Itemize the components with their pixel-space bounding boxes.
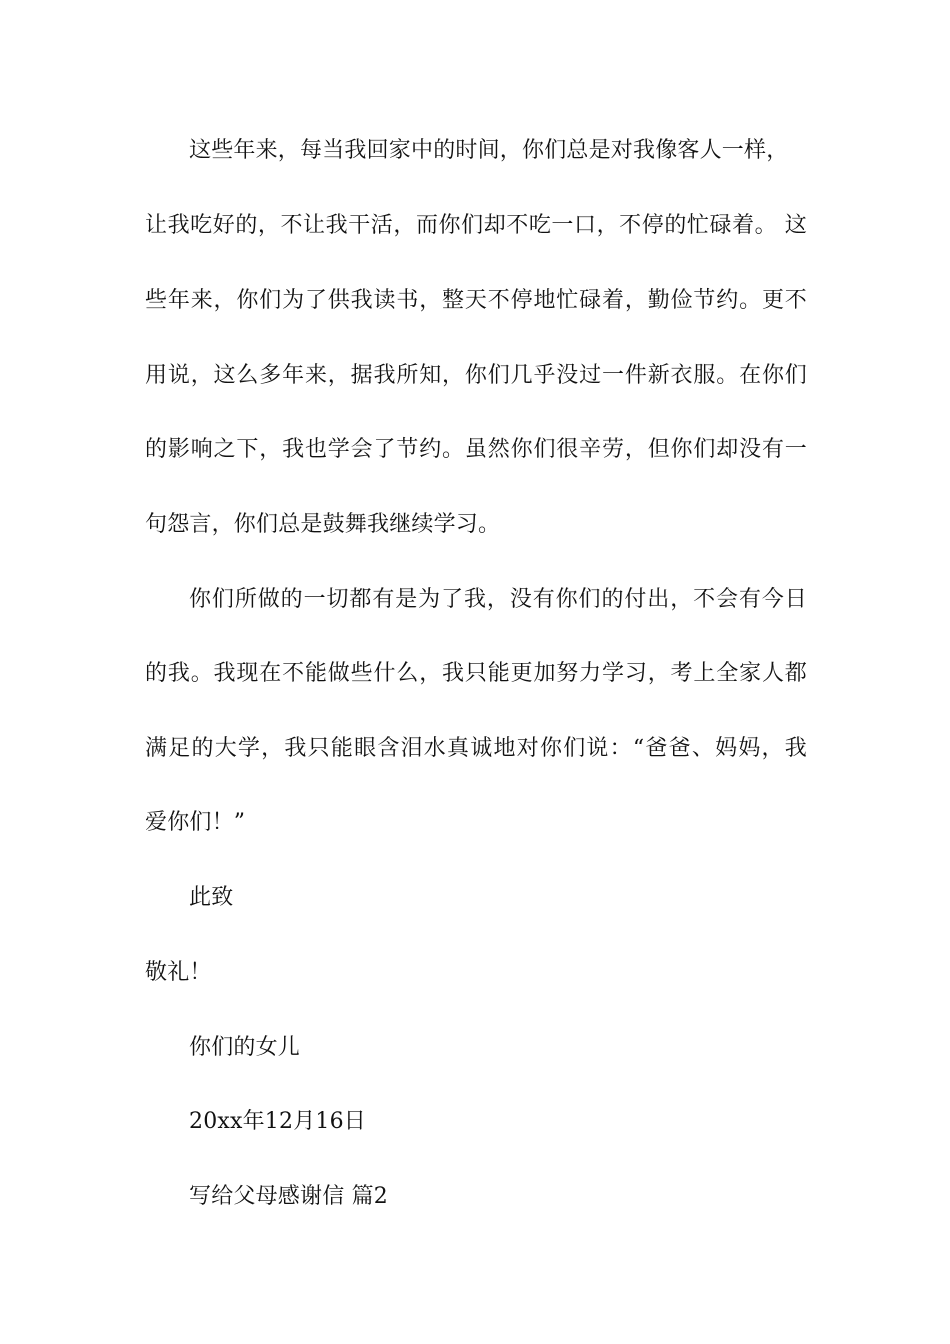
letter-date: 20xx年12月16日	[189, 1109, 366, 1134]
paragraph-line: 让我吃好的，不让我干活，而你们却不吃一口，不停的忙碌着。 这	[145, 213, 807, 238]
salutation-jing-li: 敬礼！	[145, 960, 212, 985]
paragraph-line: 这些年来，每当我回家中的时间，你们总是对我像客人一样，	[189, 138, 789, 163]
paragraph-line: 的我。我现在不能做些什么，我只能更加努力学习，考上全家人都	[145, 661, 807, 686]
signature: 你们的女儿	[189, 1035, 301, 1060]
paragraph-line: 些年来，你们为了供我读书，整天不停地忙碌着，勤俭节约。更不	[145, 288, 807, 313]
paragraph-line: 用说，这么多年来，据我所知，你们几乎没过一件新衣服。在你们	[145, 363, 807, 388]
paragraph-line: 的影响之下，我也学会了节约。虽然你们很辛劳，但你们却没有一	[145, 437, 807, 462]
paragraph-line: 你们所做的一切都有是为了我，没有你们的付出，不会有今日	[189, 587, 807, 612]
paragraph-line: 句怨言，你们总是鼓舞我继续学习。	[145, 512, 501, 537]
paragraph-line: 满足的大学，我只能眼含泪水真诚地对你们说：“爸爸、妈妈，我	[145, 736, 807, 761]
paragraph-line: 爱你们！”	[145, 810, 246, 835]
salutation-ci-zhi: 此致	[189, 885, 234, 910]
letter-page	[145, 0, 807, 1344]
next-section-heading: 写给父母感谢信 篇2	[189, 1184, 388, 1209]
